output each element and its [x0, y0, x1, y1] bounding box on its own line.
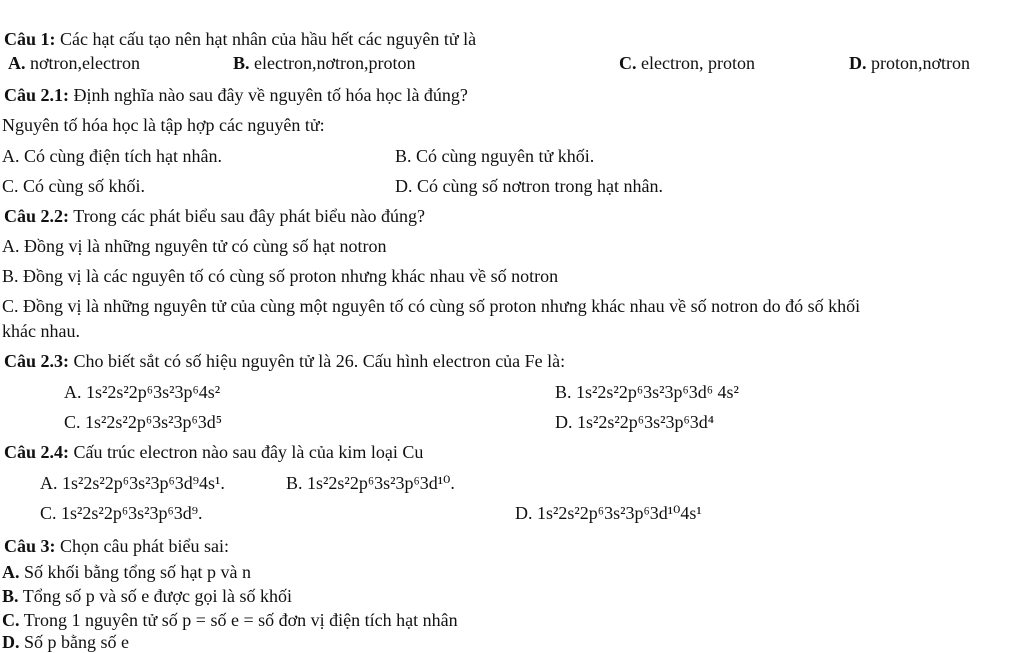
question-3-text: Chọn câu phát biểu sai:: [60, 536, 229, 556]
q1-option-d[interactable]: [849, 53, 970, 74]
q23-option-a[interactable]: [64, 382, 220, 403]
q21-option-a[interactable]: A. Có cùng điện tích hạt nhân.: [2, 146, 222, 166]
question-1: [4, 29, 476, 50]
q24-option-c-label: C.: [40, 503, 57, 523]
q24-option-a-label: A.: [40, 473, 58, 493]
q24-option-d-config: 1s²2s²2p⁶3s²3p⁶3d¹⁰4s¹: [537, 503, 702, 523]
q23-option-b-config: 1s²2s²2p⁶3s²3p⁶3d⁶ 4s²: [576, 382, 739, 402]
q23-option-b[interactable]: [555, 382, 739, 403]
q1-option-d-label: D.: [849, 53, 867, 73]
question-2-2: [4, 206, 425, 227]
q3-option-d-label: D.: [2, 632, 20, 652]
question-2-4-label: Câu 2.4:: [4, 442, 70, 462]
question-1-label: Câu 1:: [4, 29, 56, 49]
q24-option-a-config: 1s²2s²2p⁶3s²3p⁶3d⁹4s¹.: [62, 473, 225, 493]
q1-option-b-text: electron,nơtron,proton: [254, 53, 416, 73]
q1-option-b[interactable]: [233, 53, 416, 74]
q3-option-b[interactable]: [2, 586, 292, 607]
question-2-1-text: Định nghĩa nào sau đây về nguyên tố hóa học là đúng?: [73, 85, 468, 105]
q24-option-a[interactable]: [40, 473, 225, 494]
q22-option-b[interactable]: B. Đồng vị là các nguyên tố có cùng số proton nhưng khác nhau về số notron: [2, 266, 559, 286]
q3-option-a[interactable]: [2, 562, 251, 583]
q24-option-d[interactable]: [515, 503, 702, 524]
q21-option-b[interactable]: B. Có cùng nguyên tử khối.: [395, 146, 595, 166]
q1-option-c[interactable]: [619, 53, 755, 74]
q3-option-a-label: A.: [2, 562, 20, 582]
q24-option-b-config: 1s²2s²2p⁶3s²3p⁶3d¹⁰.: [307, 473, 455, 493]
q23-option-b-label: B.: [555, 382, 572, 402]
q24-option-d-label: D.: [515, 503, 533, 523]
q24-option-c-config: 1s²2s²2p⁶3s²3p⁶3d⁹.: [61, 503, 203, 523]
question-2-4: [4, 442, 423, 463]
question-2-4-text: Cấu trúc electron nào sau đây là của kim loại Cu: [73, 442, 424, 462]
question-2-3-text: Cho biết sắt có số hiệu nguyên tử là 26. Cấu hình electron của Fe là:: [73, 351, 566, 371]
q1-option-a-text: nơtron,electron: [30, 53, 140, 73]
q1-option-c-text: electron, proton: [641, 53, 755, 73]
q3-option-d-text: Số p bằng số e: [24, 632, 129, 652]
q3-option-c[interactable]: [2, 610, 458, 631]
q23-option-a-config: 1s²2s²2p⁶3s²3p⁶4s²: [86, 382, 221, 402]
q24-option-b[interactable]: [286, 473, 455, 494]
q23-option-d[interactable]: [555, 412, 714, 433]
question-1-text: Các hạt cấu tạo nên hạt nhân của hầu hết các nguyên tử là: [60, 29, 477, 49]
question-2-2-text: Trong các phát biểu sau đây phát biểu nào đúng?: [73, 206, 425, 226]
q23-option-d-config: 1s²2s²2p⁶3s²3p⁶3d⁴: [577, 412, 715, 432]
question-2-1-label: Câu 2.1:: [4, 85, 70, 105]
question-2-2-label: Câu 2.2:: [4, 206, 70, 226]
q24-option-c[interactable]: [40, 503, 203, 524]
q22-option-c-continued: khác nhau.: [2, 321, 80, 341]
q3-option-c-label: C.: [2, 610, 20, 630]
q23-option-d-label: D.: [555, 412, 573, 432]
question-3-label: Câu 3:: [4, 536, 56, 556]
q1-option-a-label: A.: [8, 53, 26, 73]
q3-option-b-text: Tổng số p và số e được gọi là số khối: [22, 586, 292, 606]
q23-option-a-label: A.: [64, 382, 82, 402]
q1-option-c-label: C.: [619, 53, 637, 73]
question-3: [4, 536, 229, 557]
q1-option-b-label: B.: [233, 53, 250, 73]
q21-option-c[interactable]: C. Có cùng số khối.: [2, 176, 146, 196]
q22-option-c[interactable]: C. Đồng vị là những nguyên tử của cùng một nguyên tố có cùng số proton nhưng khác nhau về số notron do đó số khối: [2, 296, 861, 316]
q23-option-c[interactable]: [64, 412, 222, 433]
q21-intro: Nguyên tố hóa học là tập hợp các nguyên tử:: [2, 115, 325, 135]
q23-option-c-config: 1s²2s²2p⁶3s²3p⁶3d⁵: [85, 412, 223, 432]
q21-option-d[interactable]: D. Có cùng số nơtron trong hạt nhân.: [395, 176, 663, 196]
q1-option-a[interactable]: [8, 53, 140, 74]
q23-option-c-label: C.: [64, 412, 81, 432]
q3-option-a-text: Số khối bằng tổng số hạt p và n: [24, 562, 251, 582]
q22-option-a[interactable]: A. Đồng vị là những nguyên tử có cùng số hạt notron: [2, 236, 387, 256]
q1-option-d-text: proton,nơtron: [871, 53, 971, 73]
question-2-3-label: Câu 2.3:: [4, 351, 70, 371]
question-2-1: [4, 85, 468, 106]
question-2-3: [4, 351, 565, 372]
q3-option-d[interactable]: [2, 632, 129, 653]
q3-option-b-label: B.: [2, 586, 19, 606]
q3-option-c-text: Trong 1 nguyên tử số p = số e = số đơn vị điện tích hạt nhân: [23, 610, 458, 630]
q24-option-b-label: B.: [286, 473, 303, 493]
